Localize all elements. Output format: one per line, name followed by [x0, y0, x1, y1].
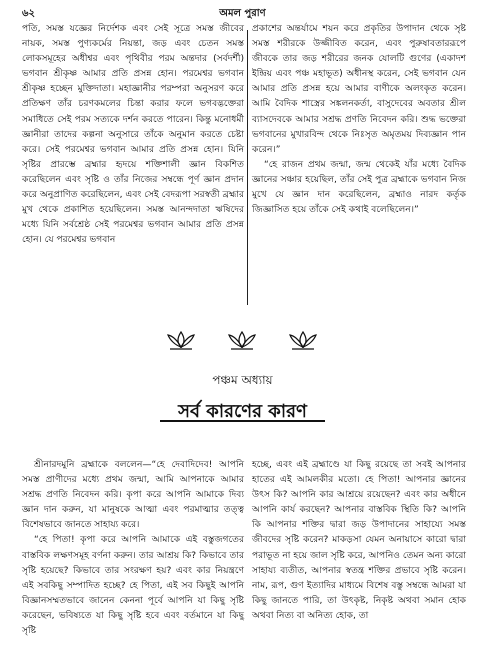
running-title: অমল পুরাণ	[219, 8, 266, 19]
lotus-ornament-icon	[225, 330, 259, 352]
paragraph: প্রকাশের অন্তর্যামে শয়ন করে প্রকৃতির উপাদান থেকে সৃষ্ট সমস্ত শরীরকে উজ্জীবিত করেন, এবং পুরুষাবতাররূপে জীবকে তার জড় শরীরের জনক যোলটি গুণের (একাদশ ইন্দ্রিয় এবং পঞ্চ মহাভূত) অধীনস্থ করেন, সেই ভগবান যেন আমার প্রতি প্রসন্ন হয়ে আমার বাণীকে অলংকৃত করেন। আমি বৈদিক শাস্ত্রের সঙ্কলনকর্তা, বাসুদেবের অবতার শ্রীল ব্যাসদেবকে আমার সশ্রদ্ধ প্রণতি নিবেদন করি। শুদ্ধ ভক্তেরা ভগবানের মুখারবিন্দ থেকে নিঃসৃত অমৃতময় দিব্যজ্ঞান পান করেন।”	[252, 24, 466, 155]
chapter-title: সর্ব কারণের কারণ	[178, 401, 307, 422]
lotus-ornament-icon	[164, 330, 198, 352]
top-left-column	[22, 22, 244, 248]
page-number: ৬২	[22, 8, 36, 19]
paragraph: পতি, সমস্ত যজ্ঞের নির্দেশক এবং সেই সূত্রে সমস্ত জীবের নায়ক, সমস্ত পুণ্যকর্মের নিয়ন্তা, জড় এবং চেতন সমস্ত লোকসমূহের অধীশ্বর এবং পৃথিবীর পরম অন্তদার (সর্বদর্শী) ভগবান শ্রীকৃষ্ণ আমার প্রতি প্রসন্ন হোন। পরমেশ্বর ভগবান শ্রীকৃষ্ণ হচ্ছেন মুক্তিদাতা। মহাজ্ঞানীর পরম্পরা অনুসরণ করে প্রতিক্ষণ তাঁর চরণকমলের চিন্তা করার ফলে ভগবদ্ভক্তেরা সমাধিতে সেই পরম সত্যকে দর্শন করতে পারেন। কিন্তু মনোধর্মী জ্ঞানীরা তাদের কল্পনা অনুসারে তাঁকে অনুমান করতে চেষ্টা করে। সেই পরমেশ্বর ভগবান আমার প্রতি প্রসন্ন হোন। যিনি সৃষ্টির প্রারম্ভে ব্রহ্মার হৃদয়ে শক্তিশালী জ্ঞান বিকশিত করেছিলেন এবং সৃষ্টি ও তাঁর নিজের সম্বন্ধে পূর্ণ জ্ঞান প্রদান করে অনুপ্রাণিত করেছিলেন, এবং সেই বেদরূপা সরস্বতী ব্রহ্মার মুখ থেকে প্রকাশিত হয়েছিলেন। সমস্ত আনন্দদাতা ঋষিদের মধ্যে যিনি সর্বশ্রেষ্ঠ সেই পরমেশ্বর ভগবান আমার প্রতি প্রসন্ন হোন। যে পরমেশ্বর ভগবান	[22, 24, 244, 246]
paragraph: শ্রীনারদমুনি ব্রহ্মাকে বললেন—“হে দেবাদিদেব! আপনি সমস্ত প্রাণীদের মধ্যে প্রথম জন্মা, আমি আপনাকে আমার সশ্রদ্ধ প্রণতি নিবেদন করি। কৃপা করে আপনি আমাকে দিব্য জ্ঞান দান করুন, যা মানুষকে আত্মা এবং পরমাত্মার তত্ত্ব বিশেষভাবে জানতে সাহায্য করে।	[22, 460, 244, 531]
bottom-right-column	[252, 458, 466, 624]
paragraph: “হে পিতা! কৃপা করে আপনি আমাকে এই বস্তুজগতের বাস্তবিক লক্ষণসমূহ বর্ণনা করুন। তার আশ্রয় কি? কিভাবে তার সৃষ্টি হয়েছে? কিভাবে তার সংরক্ষণ হয়? এবং কার নিয়ন্ত্রণে এই সবকিছু সম্পাদিত হচ্ছে? হে পিতা, এই সব কিছুই আপনি বিজ্ঞানসম্মতভাবে জানেন কেননা পূর্বে আপনি যা কিছু সৃষ্টি করেছেন, ভবিষ্যতে যা কিছু সৃষ্টি হবে এবং বর্তমানে যা কিছু সৃষ্টি	[22, 535, 244, 637]
chapter-number: পঞ্চম অধ্যায়	[212, 373, 273, 387]
paragraph: হচ্ছে, এবং এই ব্রহ্মাণ্ডে যা কিছু রয়েছে তা সবই আপনার হাতের এই আমলকীর মতো। হে পিতা! আপনার জ্ঞানের উৎস কি? আপনি কার আশ্রয়ে রয়েছেন? এবং কার অধীনে আপনি কার্য করছেন? আপনার বাস্তবিক স্থিতি কি? আপনি কি আপনার শক্তির দ্বারা জড় উপাদানের সাহায্যে সমস্ত জীবদের সৃষ্টি করেন? মাকড়সা যেমন অনায়াসে কারো দ্বারা পরাভূত না হয়ে জাল সৃষ্টি করে, আপনিও তেমন অন্য কারো সাহায্য ব্যতীত, আপনার স্বতন্ত্র শক্তির প্রভাবে সৃষ্টি করেন। নাম, রূপ, গুণ ইত্যাদির মাধ্যমে বিশেষ বস্তু সম্বন্ধে আমরা যা কিছু জানতে পারি, তা উৎকৃষ্ট, নিকৃষ্ট অথবা সমান হোক অথবা নিত্য বা অনিত্য হোক, তা	[252, 460, 466, 621]
paragraph: “হে রাজন প্রথম জন্মা, জন্ম থেকেই যাঁর মধ্যে বৈদিক জ্ঞানের সঞ্চার হয়েছিল, তাঁর সেই পুত্র ব্রহ্মাকে ভগবান নিজ মুখে যে জ্ঞান দান করেছিলেন, ব্রহ্মাও নারদ কর্তৃক জিজ্ঞাসিত হয়ে তাঁকে সেই কথাই বলেছিলেন।”	[252, 159, 466, 216]
ornament-row	[0, 330, 485, 352]
lotus-ornament-icon	[286, 330, 320, 352]
column-divider	[247, 30, 248, 305]
title-underline	[160, 420, 325, 422]
bottom-left-column	[22, 458, 244, 639]
top-right-column	[252, 22, 466, 218]
